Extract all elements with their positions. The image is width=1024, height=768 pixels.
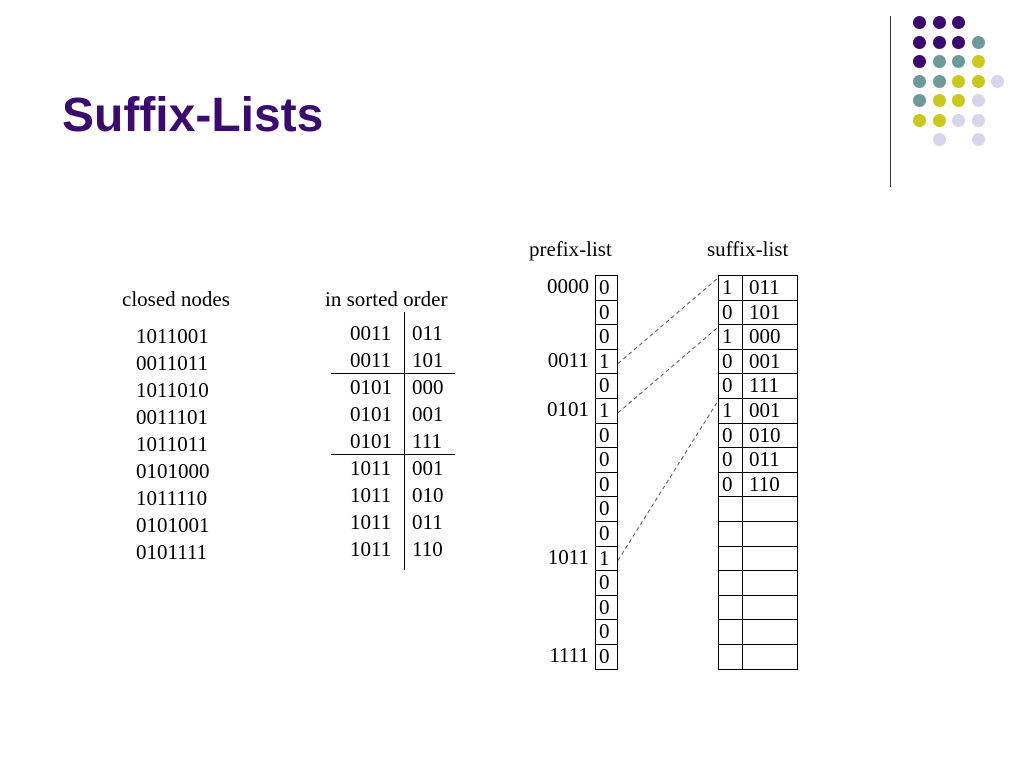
sorted-suffix: 101 — [412, 348, 444, 372]
sorted-prefix: 1011 — [350, 483, 392, 507]
prefix-bit-cell: 0 — [595, 472, 618, 498]
closed-node-item: 1011001 — [136, 324, 209, 348]
prefix-label: 1011 — [547, 544, 589, 569]
prefix-bit-cell: 0 — [595, 324, 618, 350]
suffix-bit-cell: 0 — [718, 349, 743, 375]
sorted-prefix: 0101 — [350, 402, 392, 426]
suffix-bit-cell: 0 — [718, 373, 743, 399]
suffix-list-header: suffix-list — [707, 237, 789, 261]
prefix-bit-cell: 0 — [595, 570, 618, 596]
suffix-value-cell: 011 — [742, 447, 798, 473]
suffix-value-cell: 000 — [742, 324, 798, 350]
suffix-bit-cell: 1 — [718, 275, 743, 301]
prefix-list-header: prefix-list — [529, 237, 612, 261]
suffix-value-cell: 111 — [742, 373, 798, 399]
prefix-bit-cell: 1 — [595, 349, 618, 375]
suffix-value-cell: 011 — [742, 275, 798, 301]
prefix-bit-cell: 0 — [595, 619, 618, 645]
prefix-suffix-link — [618, 327, 718, 413]
suffix-value-cell: 110 — [742, 472, 798, 498]
sorted-suffix: 001 — [412, 402, 444, 426]
suffix-bit-cell: 0 — [718, 423, 743, 449]
sorted-suffix: 011 — [412, 321, 443, 345]
suffix-bit-cell: 1 — [718, 398, 743, 424]
prefix-bit-cell: 0 — [595, 595, 618, 621]
sorted-suffix: 010 — [412, 483, 444, 507]
closed-node-item: 1011010 — [136, 378, 209, 402]
sorted-suffix: 011 — [412, 510, 443, 534]
sorted-prefix: 0101 — [350, 375, 392, 399]
closed-node-item: 0101111 — [136, 540, 208, 564]
closed-node-item: 1011011 — [136, 432, 208, 456]
sorted-prefix: 1011 — [350, 456, 392, 480]
sorted-prefix: 1011 — [350, 510, 392, 534]
prefix-bit-cell: 0 — [595, 423, 618, 449]
prefix-bit-cell: 0 — [595, 300, 618, 326]
prefix-bit-cell: 1 — [595, 398, 618, 424]
sorted-suffix: 110 — [412, 537, 443, 561]
closed-node-item: 0011101 — [136, 405, 208, 429]
prefix-label: 0000 — [547, 274, 589, 298]
prefix-bit-cell: 0 — [595, 275, 618, 301]
slide-title: Suffix-Lists — [62, 89, 324, 142]
prefix-suffix-link — [618, 278, 718, 364]
sorted-suffix: 111 — [412, 429, 442, 453]
sorted-suffix: 000 — [412, 375, 444, 399]
suffix-bit-cell: 0 — [718, 447, 743, 473]
sorted-prefix: 1011 — [350, 537, 392, 561]
closed-node-item: 1011110 — [136, 486, 208, 510]
prefix-bit-cell: 0 — [595, 521, 618, 547]
prefix-label: 0011 — [547, 347, 589, 372]
closed-node-item: 0101000 — [136, 459, 210, 483]
prefix-bit-cell: 0 — [595, 447, 618, 473]
closed-node-item: 0011011 — [136, 351, 208, 375]
sorted-prefix: 0101 — [350, 429, 392, 453]
closed-nodes-header: closed nodes — [122, 287, 230, 311]
suffix-bit-cell: 0 — [718, 472, 743, 498]
closed-node-item: 0101001 — [136, 513, 210, 537]
prefix-label: 1111 — [549, 643, 589, 667]
prefix-bit-cell: 0 — [595, 644, 618, 670]
suffix-value-cell: 001 — [742, 349, 798, 375]
prefix-bit-cell: 1 — [595, 546, 618, 572]
suffix-value-cell: 101 — [742, 300, 798, 326]
prefix-label: 0101 — [547, 397, 589, 421]
sorted-order-header: in sorted order — [325, 287, 448, 311]
suffix-bit-cell: 1 — [718, 324, 743, 350]
sorted-suffix: 001 — [412, 456, 444, 480]
prefix-bit-cell: 0 — [595, 496, 618, 522]
suffix-bit-cell: 0 — [718, 300, 743, 326]
sorted-prefix: 0011 — [350, 348, 392, 372]
prefix-bit-cell: 0 — [595, 373, 618, 399]
prefix-suffix-link — [618, 401, 718, 560]
suffix-value-cell: 001 — [742, 398, 798, 424]
suffix-value-cell: 010 — [742, 423, 798, 449]
sorted-prefix: 0011 — [350, 321, 392, 345]
